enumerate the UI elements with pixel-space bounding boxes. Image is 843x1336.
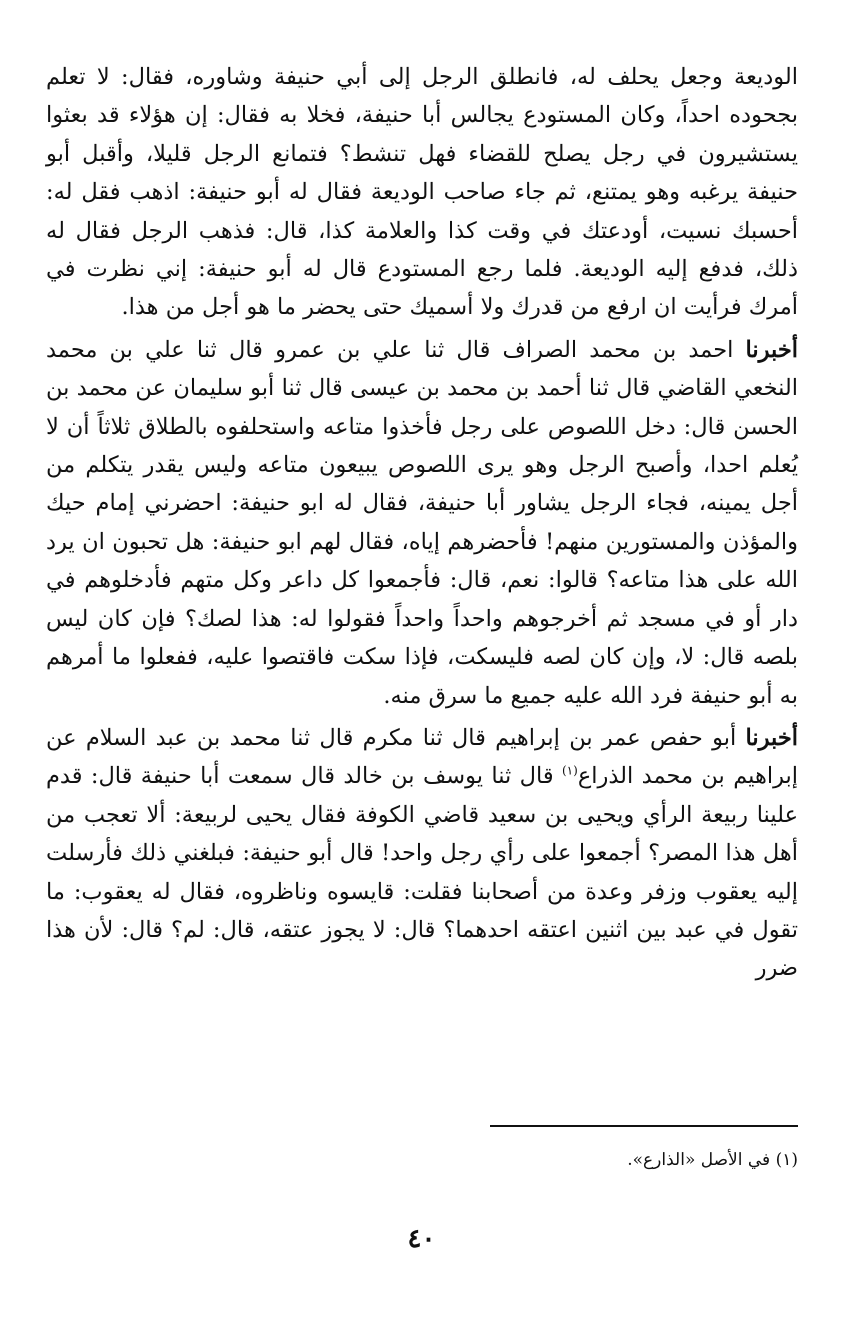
- paragraph-2-text: احمد بن محمد الصراف قال ثنا علي بن عمرو قال ثنا علي بن محمد النخعي القاضي قال ثنا أحمد بن محمد بن عيسى قال ثنا أبو سليمان عن محمد بن الحسن قال: دخل اللصوص على رجل فأخذوا متاعه واستحلفوه بالطلاق ثلاثاً أن لا يُعلم احدا، وأصبح الرجل وهو يرى اللصوص يبيعون متاعه وليس يقدر يتكلم من أجل يمينه، فجاء الرجل يشاور أبا حنيفة، فقال له ابو حنيفة: احضرني إمام حيك والمؤذن والمستورين منهم! فأحضرهم إياه، فقال لهم ابو حنيفة: هل تحبون ان يرد الله على هذا متاعه؟ قالوا: نعم، قال: فأجمعوا كل داعر وكل متهم فأدخلوهم في دار أو في مسجد ثم أخرجوهم واحداً واحداً فقولوا له: هذا لصك؟ فإن كان ليس بلصه قال: لا، وإن كان لصه فليسكت، فإذا سكت فاقتصوا عليه، ففعلوا ما أمرهم به أبو حنيفة فرد الله عليه جميع ما سرق منه.: [46, 336, 798, 709]
- page-body: [46, 58, 798, 988]
- footnote-divider: [490, 1125, 798, 1127]
- footnote: (١) في الأصل «الذارع».: [627, 1150, 798, 1170]
- paragraph-3-lead: أخبرنا: [745, 724, 798, 751]
- paragraph-1: [46, 58, 798, 327]
- paragraph-2: [46, 331, 798, 715]
- paragraph-3: [46, 719, 798, 988]
- paragraph-3-text-after-note: قال ثنا يوسف بن خالد قال سمعت أبا حنيفة قال: قدم علينا ربيعة الرأي ويحيى بن سعيد قاضي الكوفة فقال يحيى لربيعة: ألا تعجب من أهل هذا المصر؟ أجمعوا على رأي رجل واحد! قال أبو حنيفة: فبلغني ذلك فأرسلت إليه يعقوب وزفر وعدة من أصحابنا فقلت: قايسوه وناظروه، فقال له يعقوب: ما تقول في عبد بين اثنين اعتقه احدهما؟ قال: لا يجوز عتقه، قال: لم؟ قال: لأن هذا ضرر: [46, 763, 798, 982]
- paragraph-2-lead: أخبرنا: [745, 336, 798, 363]
- page-number: ٤٠: [407, 1224, 436, 1254]
- paragraph-3-text-before-note: أبو حفص عمر بن إبراهيم قال ثنا مكرم قال ثنا محمد بن عبد السلام عن إبراهيم بن محمد الذراع: [46, 724, 798, 790]
- paragraph-1-text: الوديعة وجعل يحلف له، فانطلق الرجل إلى أبي حنيفة وشاوره، فقال: لا تعلم بجحوده احداً، وكان المستودع يجالس أبا حنيفة، فخلا به فقال: إن هؤلاء قد بعثوا يستشيرون في رجل يصلح للقضاء فهل تنشط؟ فتمانع الرجل قليلا، وأقبل أبو حنيفة يرغبه وهو يمتنع، ثم جاء صاحب الوديعة فقال له أبو حنيفة: اذهب فقل له: أحسبك نسيت، أودعتك في وقت كذا والعلامة كذا، قال: فذهب الرجل فقال له ذلك، فدفع إليه الوديعة. فلما رجع المستودع قال له أبو حنيفة: إني نظرت في أمرك فرأيت ان ارفع من قدرك ولا أسميك حتى يحضر ما هو أجل من هذا.: [46, 64, 799, 321]
- footnote-reference[interactable]: (١): [561, 763, 578, 778]
